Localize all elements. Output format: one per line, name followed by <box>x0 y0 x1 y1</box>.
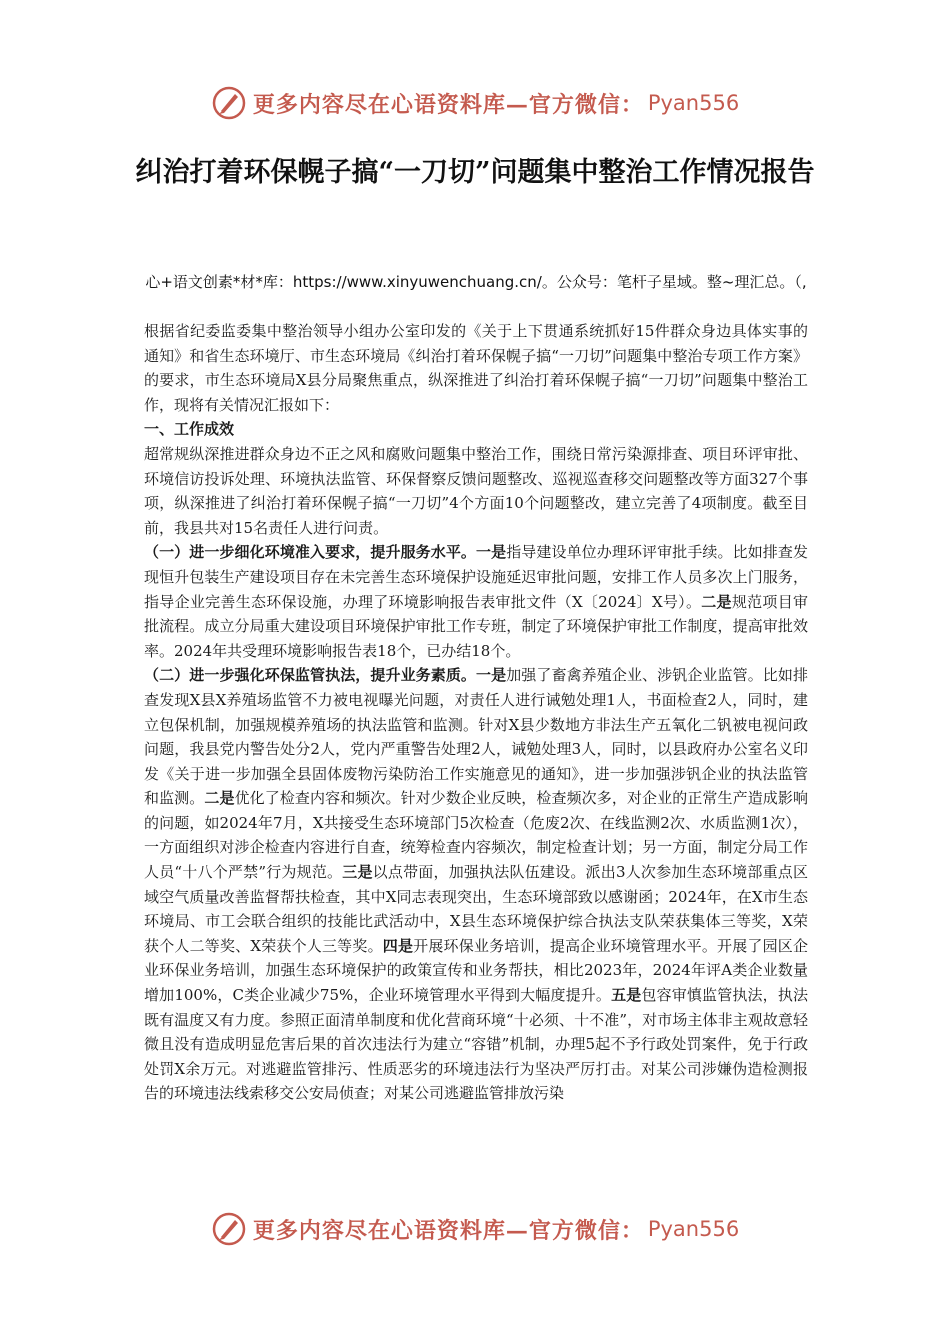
point-text: 优化了检查内容和频次。针对少数企业反映，检查频次多，对企业的正常生产造成影响的问题，如2024年7月，X共接受生态环境部门5次检查（危废2次、在线监测2次、水质监测1次），一方面组织对涉企检查内容进行自查，统筹检查内容频次，制定检查计划；另一方面，制定分局工作人员“十八个严禁”行为规范。 <box>144 789 808 882</box>
subsection-paragraph-1 <box>144 540 808 663</box>
point-text: 指导建设单位办理环评审批手续。比如排查发现恒升包装生产建设项目存在未完善生态环境保护设施延迟审批问题，安排工作人员多次上门服务，指导企业完善生态环保设施，办理了环境影响报告表审批文件（X〔2024〕X号）。 <box>144 543 808 611</box>
subsection-paragraph-2 <box>144 663 808 1106</box>
point-lead: 二是 <box>204 789 235 808</box>
point-lead: 一是 <box>476 666 507 685</box>
page-title: 纠治打着环保幌子搞“一刀切”问题集中整治工作情况报告 <box>135 157 815 188</box>
point-lead: 二是 <box>701 592 732 611</box>
pen-circle-logo-icon <box>211 1211 247 1247</box>
point-text: 包容审慎监管执法，执法既有温度又有力度。参照正面清单制度和优化营商环境“十必须、十不准”，对市场主体非主观故意轻微且没有造成明显危害后果的首次违法行为建立“容错”机制，办理5起不予行政处罚案件，免于行政处罚X余万元。对逃避监管排污、性质恶劣的环境违法行为坚决严厉打击。对某公司涉嫌伪造检测报告的环境违法线索移交公安局侦查；对某公司逃避监管排放污染 <box>144 986 808 1103</box>
point-lead: 一是 <box>476 543 507 562</box>
subsection-heading: （二）进一步强化环保监管执法，提升业务素质。 <box>144 666 477 685</box>
point-text: 加强了畜禽养殖企业、涉钒企业监管。比如排查发现X县X养殖场监管不力被电视曝光问题，对责任人进行诫勉处理1人，书面检查2人，同时，建立包保机制，加强规模养殖场的执法监管和监测。针对X县少数地方非法生产五氧化二钒被电视问政问题，我县党内警告处分2人，党内严重警告处理2人，诫勉处理3人，同时，以县政府办公室名义印发《关于进一步加强全县固体废物污染防治工作实施意见的通知》，进一步加强涉钒企业的执法监管和监测。 <box>144 666 808 808</box>
point-lead: 五是 <box>611 986 642 1005</box>
banner-wechat-id: Pyan556 <box>647 1217 740 1241</box>
header-banner <box>0 78 950 128</box>
pen-circle-logo-icon <box>211 85 247 121</box>
point-text: 规范项目审批流程。成立分局重大建设项目环境保护审批工作专班，制定了环境保护审批工作制度，提高审批效率。2024年共受理环境影响报告表18个，已办结18个。 <box>144 592 808 660</box>
footer-banner <box>0 1204 950 1254</box>
section-summary-paragraph: 超常规纵深推进群众身边不正之风和腐败问题集中整治工作，围绕日常污染源排查、项目环评审批、环境信访投诉处理、环境执法监管、环保督察反馈问题整改、巡视巡查移交问题整改等方面327个事项，纵深推进了纠治打着环保幌子搞“一刀切”4个方面10个问题整改，建立完善了4项制度。截至目前，我县共对15名责任人进行问责。 <box>144 444 808 537</box>
subsection-heading: （一）进一步细化环境准入要求，提升服务水平。 <box>144 543 477 562</box>
intro-paragraph: 根据省纪委监委集中整治领导小组办公室印发的《关于上下贯通系统抓好15件群众身边具体实事的通知》和省生态环境厅、市生态环境局《纠治打着环保幌子搞“一刀切”问题集中整治专项工作方案》的要求，市生态环境局X县分局聚焦重点，纵深推进了纠治打着环保幌子搞“一刀切”问题集中整治工作，现将有关情况汇报如下： <box>144 322 808 414</box>
point-lead: 三是 <box>342 863 373 882</box>
point-text: 开展环保业务培训，提高企业环境管理水平。开展了园区企业环保业务培训，加强生态环境保护的政策宣传和业务帮扶，相比2023年，2024年评A类企业数量增加100%，C类企业减少75%，企业环境管理水平得到大幅度提升。 <box>144 936 808 1005</box>
banner-text: 更多内容尽在心语资料库—官方微信： <box>252 1217 644 1244</box>
section-heading: 一、工作成效 <box>144 420 235 439</box>
point-lead: 四是 <box>382 936 414 955</box>
banner-text: 更多内容尽在心语资料库—官方微信： <box>252 91 644 118</box>
point-text: 以点带面，加强执法队伍建设。派出3人次参加生态环境部重点区域空气质量改善监督帮扶检查，其中X同志表现突出，生态环境部致以感谢函；2024年，在X市生态环境局、市工会联合组织的技能比武活动中，X县生态环境保护综合执法支队荣获集体三等奖，X荣获个人二等奖、X荣获个人三等奖。 <box>144 863 808 955</box>
banner-wechat-id: Pyan556 <box>647 91 740 115</box>
document-body <box>144 319 808 1106</box>
source-line: 心+语文创素*材*库：https://www.xinyuwenchuang.cn/。公众号：笔杆子星域。整~理汇总。（, <box>145 273 807 291</box>
